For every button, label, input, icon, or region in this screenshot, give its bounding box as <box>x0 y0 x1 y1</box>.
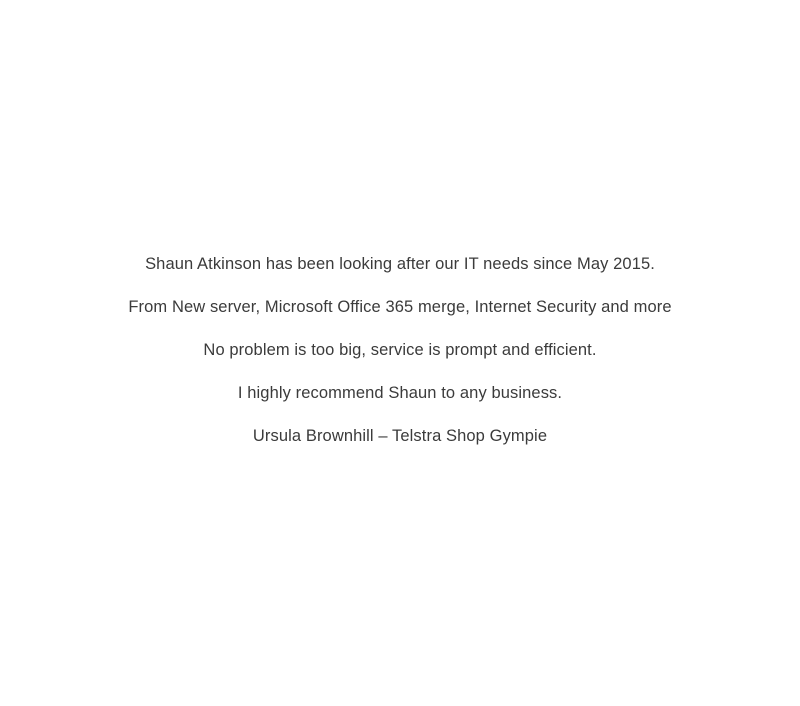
testimonial-line-2: From New server, Microsoft Office 365 merge, Internet Security and more <box>128 298 672 316</box>
testimonial-line-4: I highly recommend Shaun to any business. <box>237 384 563 402</box>
testimonial-line-1: Shaun Atkinson has been looking after our IT needs since May 2015. <box>145 255 655 273</box>
testimonial-attribution: Ursula Brownhill – Telstra Shop Gympie <box>252 427 548 445</box>
testimonial-block <box>0 243 800 458</box>
testimonial-line-3: No problem is too big, service is prompt and efficient. <box>203 341 597 359</box>
